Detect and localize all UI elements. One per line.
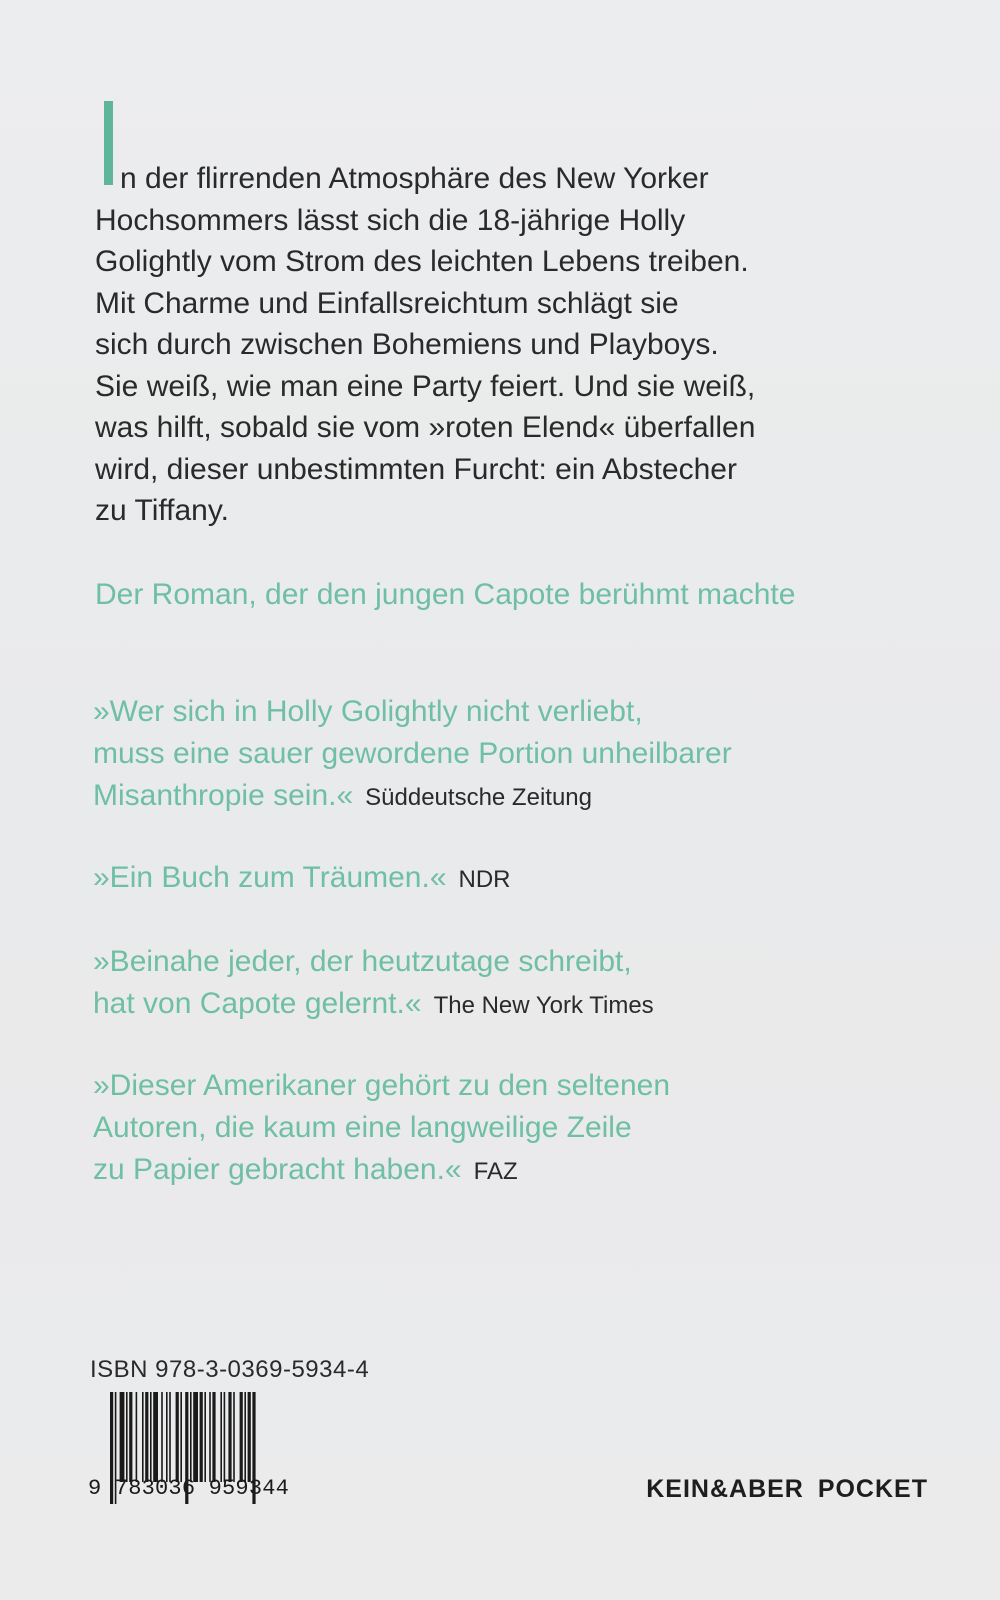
blurb-line: n der flirrenden Atmosphäre des New Yorker	[120, 162, 709, 195]
quote-source: NDR	[458, 866, 511, 893]
publisher-logo	[646, 1475, 928, 1504]
barcode-bar	[209, 1392, 211, 1482]
review-quote-sueddeutsche	[93, 691, 913, 819]
quote-source: The New York Times	[433, 992, 654, 1019]
barcode-bar	[126, 1392, 128, 1482]
blurb-line: Mit Charme und Einfallsreichtum schlägt sie	[95, 286, 679, 320]
barcode-bar	[228, 1392, 231, 1482]
quote-source: FAZ	[473, 1158, 518, 1185]
quote-line: Autoren, die kaum eine langweilige Zeile	[93, 1111, 632, 1144]
quote-text: »Ein Buch zum Träumen.«	[93, 861, 447, 894]
barcode-bar	[212, 1392, 215, 1482]
barcode-digits: 9 783036 959344	[88, 1476, 290, 1501]
publisher-name: KEIN&ABER	[646, 1475, 804, 1503]
quote-line-last	[93, 775, 913, 819]
quote-source: Süddeutsche Zeitung	[365, 784, 592, 811]
quote-line: »Wer sich in Holly Golightly nicht verliebt,	[93, 695, 643, 728]
quote-text: Misanthropie sein.«	[93, 779, 354, 812]
barcode-bar	[169, 1392, 171, 1482]
blurb-line: Golightly vom Strom des leichten Lebens treiben.	[95, 245, 749, 278]
quote-line-last	[93, 857, 913, 901]
barcode	[88, 1392, 318, 1504]
barcode-bar	[244, 1392, 246, 1482]
barcode-bar	[145, 1392, 148, 1482]
barcode-bar	[150, 1392, 152, 1482]
isbn-label: ISBN 978-3-0369-5934-4	[90, 1356, 370, 1383]
barcode-bar	[166, 1392, 168, 1482]
barcode-bar	[142, 1392, 144, 1482]
quote-line: »Beinahe jeder, der heutzutage schreibt,	[93, 945, 632, 978]
barcode-bar	[129, 1392, 132, 1482]
barcode-bar	[136, 1392, 138, 1482]
quote-line-last	[93, 983, 913, 1027]
blurb-line: sich durch zwischen Bohemiens und Playboys.	[95, 328, 719, 361]
barcode-bar	[176, 1392, 179, 1482]
barcode-bar	[220, 1392, 222, 1482]
blurb-line: was hilft, sobald sie vom »roten Elend« überfallen	[95, 411, 756, 444]
quote-line: muss eine sauer gewordene Portion unheilbarer	[93, 737, 732, 770]
barcode-bar	[248, 1392, 251, 1482]
barcode-bar	[233, 1392, 235, 1482]
publisher-series: POCKET	[817, 1475, 928, 1503]
blurb-text	[95, 158, 875, 532]
barcode-bar	[161, 1392, 163, 1482]
barcode-bar	[153, 1392, 158, 1482]
blurb-line: Hochsommers lässt sich die 18-jährige Holly	[95, 203, 686, 237]
review-quote-faz	[93, 1065, 913, 1193]
quote-text: zu Papier gebracht haben.«	[93, 1153, 462, 1186]
barcode-bar	[180, 1392, 182, 1482]
barcode-bar	[224, 1392, 226, 1482]
tagline: Der Roman, der den jungen Capote berühmt machte	[95, 578, 796, 611]
blurb-line: wird, dieser unbestimmten Furcht: ein Abstecher	[95, 452, 737, 486]
quote-text: hat von Capote gelernt.«	[93, 987, 422, 1020]
review-quote-ndr	[93, 857, 913, 901]
review-quote-nyt	[93, 941, 913, 1027]
quote-line: »Dieser Amerikaner gehört zu den seltenen	[93, 1069, 671, 1102]
barcode-bar	[240, 1392, 243, 1482]
barcode-bar	[190, 1392, 192, 1482]
barcode-bar	[200, 1392, 203, 1482]
barcode-bar	[204, 1392, 206, 1482]
blurb-line: Sie weiß, wie man eine Party feiert. Und sie weiß,	[95, 369, 756, 403]
barcode-bar	[193, 1392, 198, 1482]
blurb-line: zu Tiffany.	[95, 494, 229, 527]
barcode-bar	[120, 1392, 125, 1482]
quote-line-last	[93, 1149, 913, 1193]
